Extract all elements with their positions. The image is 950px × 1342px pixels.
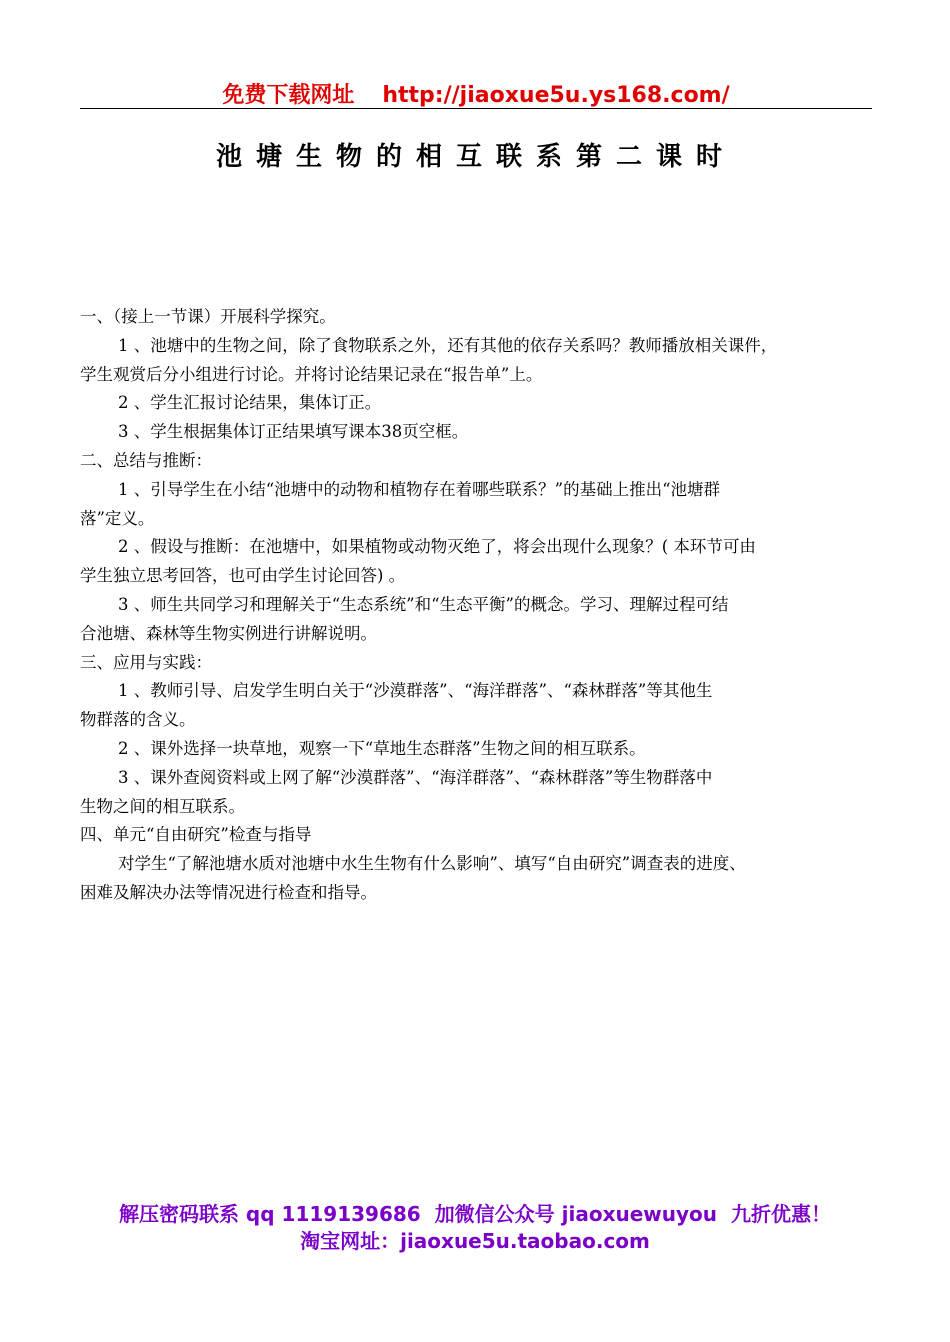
document-body [80,303,880,908]
footer-wechat-text: 加微信公众号 jiaoxuewuyou [434,1202,718,1226]
paragraph-line: 落”定义。 [80,508,155,528]
paragraph-line: 2 、学生汇报讨论结果，集体订正。 [118,393,382,413]
paragraph-line: 3 、课外查阅资料或上网了解“沙漠群落”、“海洋群落”、“森林群落”等生物群落中 [118,767,713,787]
paragraph-line: 一、（接上一节课）开展科学探究。 [80,307,336,326]
footer-password-text: 解压密码联系 qq 1119139686 [118,1202,421,1226]
paragraph-line: 3 、师生共同学习和理解关于“生态系统”和“生态平衡”的概念。学习、理解过程可结 [118,594,729,614]
paragraph-line: 2 、课外选择一块草地，观察一下“草地生态群落”生物之间的相互联系。 [118,738,646,758]
paragraph-line: 学生观赏后分小组进行讨论。并将讨论结果记录在“报告单”上。 [80,364,543,384]
paragraph-line: 2 、假设与推断：在池塘中，如果植物或动物灭绝了，将会出现什么现象？( 本环节可由 [118,537,756,557]
paragraph-line: 学生独立思考回答，也可由学生讨论回答) 。 [80,566,406,586]
paragraph-line: 1 、引导学生在小结“池塘中的动物和植物存在着哪些联系？”的基础上推出“池塘群 [118,479,721,499]
paragraph-line: 1 、池塘中的生物之间，除了食物联系之外，还有其他的依存关系吗？教师播放相关课件， [118,335,778,355]
paragraph-line: 四、单元“自由研究”检查与指导 [80,825,312,845]
header-divider [80,108,872,109]
paragraph-line: 三、应用与实践： [80,652,212,672]
paragraph-line: 1 、教师引导、启发学生明白关于“沙漠群落”、“海洋群落”、“森林群落”等其他生 [118,681,713,701]
download-header [80,78,872,108]
header-url-link[interactable]: http://jiaoxue5u.ys168.com/ [382,83,730,108]
paragraph-line: 困难及解决办法等情况进行检查和指导。 [80,882,377,902]
paragraph-line: 生物之间的相互联系。 [80,796,245,816]
paragraph-line: 合池塘、森林等生物实例进行讲解说明。 [80,623,377,643]
document-title: 池塘生物的相互联系第二课时 [215,142,736,172]
paragraph-line: 对学生“了解池塘水质对池塘中水生生物有什么影响”、填写“自由研究”调查表的进度、 [118,854,746,874]
paragraph-line: 物群落的含义。 [80,710,196,730]
footer-contact [0,1198,950,1227]
paragraph-line: 3 、学生根据集体订正结果填写课本38页空框。 [118,422,469,442]
paragraph-line: 二、总结与推断： [80,450,212,470]
footer-taobao: 淘宝网址：jiaoxue5u.taobao.com [300,1229,650,1253]
header-label: 免费下载网址 [222,83,355,108]
footer-discount-text: 九折优惠！ [731,1202,832,1226]
